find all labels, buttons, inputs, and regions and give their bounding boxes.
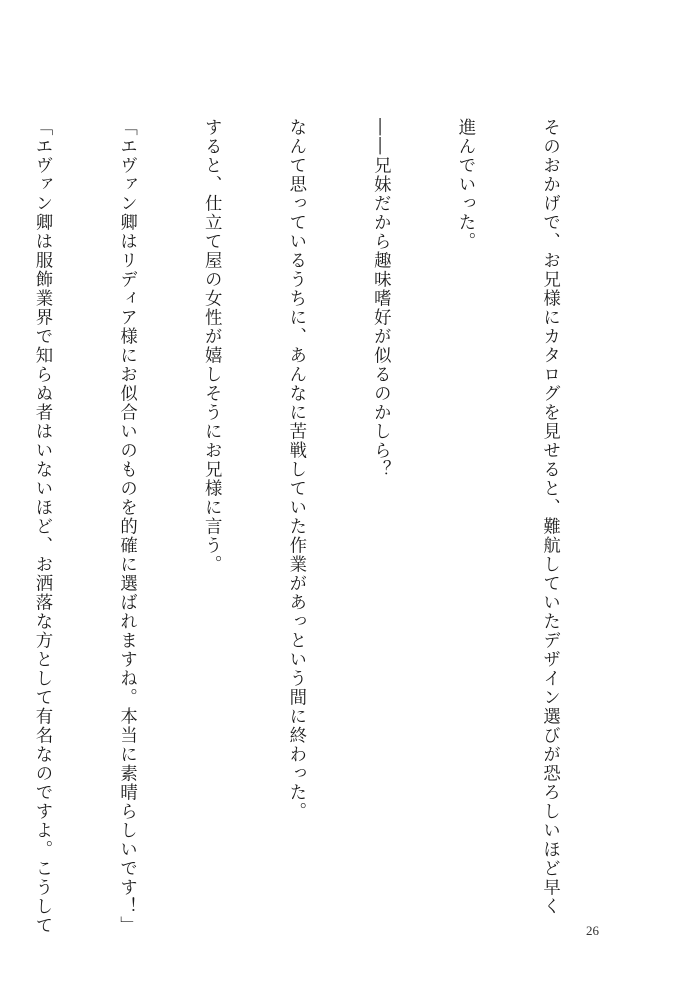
text-line: 「エヴァン卿はリディア様にお似合いのものを的確に選ばれますね。本当に素晴らしいです！」 (116, 118, 137, 935)
text-line: すると、仕立て屋の女性が嬉しそうにお兄様に言う。 (201, 118, 222, 574)
text-line: そのおかげで、お兄様にカタログを見せると、難航していたデザイン選びが恐ろしいほど早く (539, 118, 560, 916)
text-line: 進んでいった。 (454, 118, 475, 251)
text-line: ――兄妹だから趣味嗜好が似るのかしら？ (370, 118, 391, 479)
text-line: 「エヴァン卿は服飾業界で知らぬ者はいないほど、お洒落な方として有名なのですよ。こうして (31, 118, 52, 935)
page-number: 26 (586, 923, 599, 938)
text-line: なんて思っているうちに、あんなに苦戦していた作業があっという間に終わった。 (285, 118, 306, 821)
